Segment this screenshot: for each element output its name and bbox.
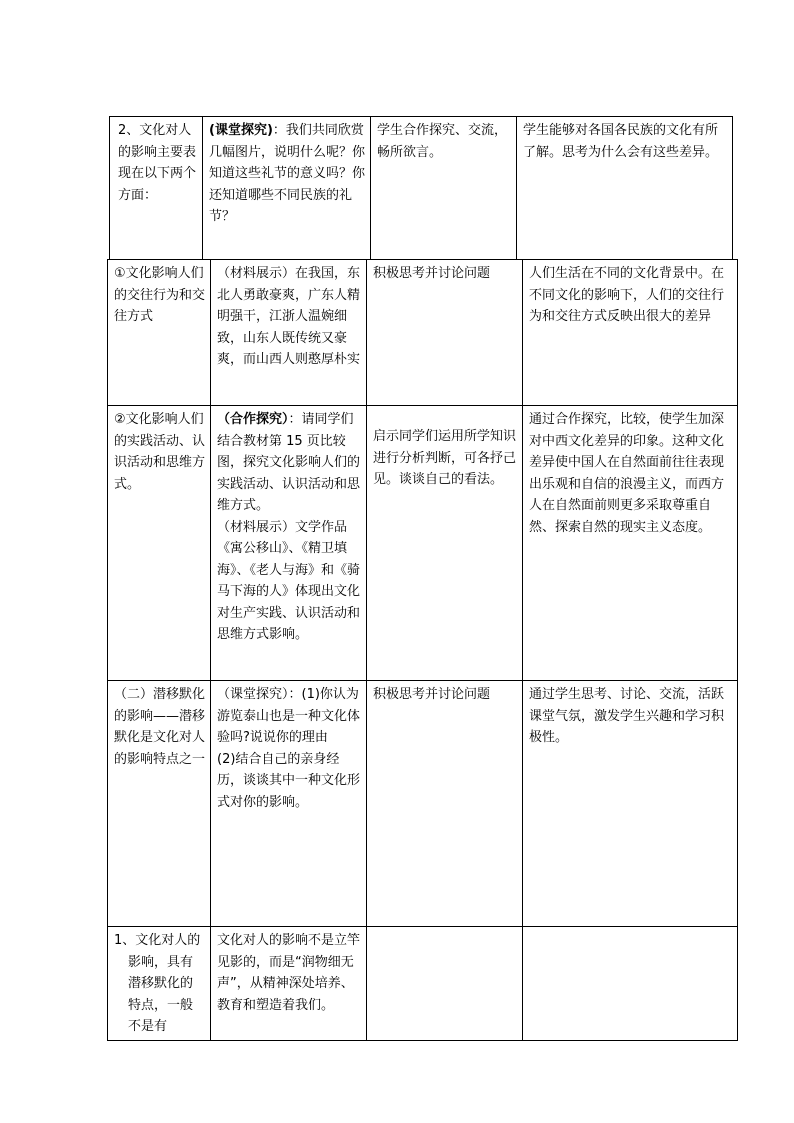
- topic-cell: ①文化影响人们的交往行为和交往方式: [108, 260, 211, 406]
- activity-cell: (课堂探究)：我们共同欣赏几幅图片，说明什么呢？你知道这些礼节的意义吗？你还知道哪些不同民族的礼节？: [203, 117, 371, 260]
- lesson-table-top: [109, 116, 733, 260]
- topic-cell: （二）潜移默化的影响——潜移默化是文化对人的影响特点之一: [108, 681, 211, 927]
- table-row: [108, 260, 738, 406]
- topic-cell: 1、文化对人的影响，具有潜移默化的特点，一般不是有: [108, 927, 211, 1041]
- topic-cell: ②文化影响人们的实践活动、认识活动和思维方式。: [108, 406, 211, 681]
- student-activity-cell: 积极思考并讨论问题: [367, 260, 523, 406]
- design-intent-cell: 学生能够对各国各民族的文化有所了解。思考为什么会有这些差异。: [517, 117, 733, 260]
- table-row: [108, 681, 738, 927]
- student-activity-cell: [367, 927, 523, 1041]
- student-activity-cell: 启示同学们运用所学知识进行分析判断，可各抒己见。谈谈自己的看法。: [367, 406, 523, 681]
- design-intent-cell: 人们生活在不同的文化背景中。在不同文化的影响下，人们的交往行为和交往方式反映出很大的差异: [523, 260, 738, 406]
- student-activity-cell: 学生合作探究、交流，畅所欲言。: [371, 117, 517, 260]
- activity-label: (课堂探究): [209, 123, 273, 138]
- topic-cell: 2、文化对人的影响主要表现在以下两个方面：: [110, 117, 203, 260]
- activity-cell: （材料展示）在我国，东北人勇敢豪爽，广东人精明强干，江浙人温婉细致，山东人既传统又豪爽，而山西人则憨厚朴实: [211, 260, 367, 406]
- student-activity-cell: 积极思考并讨论问题: [367, 681, 523, 927]
- activity-cell: 文化对人的影响不是立竿见影的，而是“润物细无声”，从精神深处培养、教育和塑造着我们。: [211, 927, 367, 1041]
- activity-cell: （课堂探究）：(1)你认为游览泰山也是一种文化体验吗?说说你的理由 (2)结合自己的亲身经历，谈谈其中一种文化形式对你的影响。: [211, 681, 367, 927]
- table-row: [108, 927, 738, 1041]
- table-row: [108, 406, 738, 681]
- design-intent-cell: 通过合作探究，比较，使学生加深对中西文化差异的印象。这种文化差异使中国人在自然面前往往表现出乐观和自信的浪漫主义，而西方人在自然面前则更多采取尊重自然、探索自然的现实主义态度。: [523, 406, 738, 681]
- lesson-table-main: [107, 259, 738, 1041]
- design-intent-cell: 通过学生思考、讨论、交流，活跃课堂气氛，激发学生兴趣和学习积极性。: [523, 681, 738, 927]
- table-row: [110, 117, 733, 260]
- activity-label: （合作探究）: [217, 412, 289, 427]
- activity-cell: （合作探究）：请同学们结合教材第 15 页比较图，探究文化影响人们的实践活动、认识活动和思维方式。 （材料展示）文学作品《寓公移山》、《精卫填海》、《老人与海》和《骑马下海的人》体现出文化对生产实践、认识活动和思维方式影响。: [211, 406, 367, 681]
- design-intent-cell: [523, 927, 738, 1041]
